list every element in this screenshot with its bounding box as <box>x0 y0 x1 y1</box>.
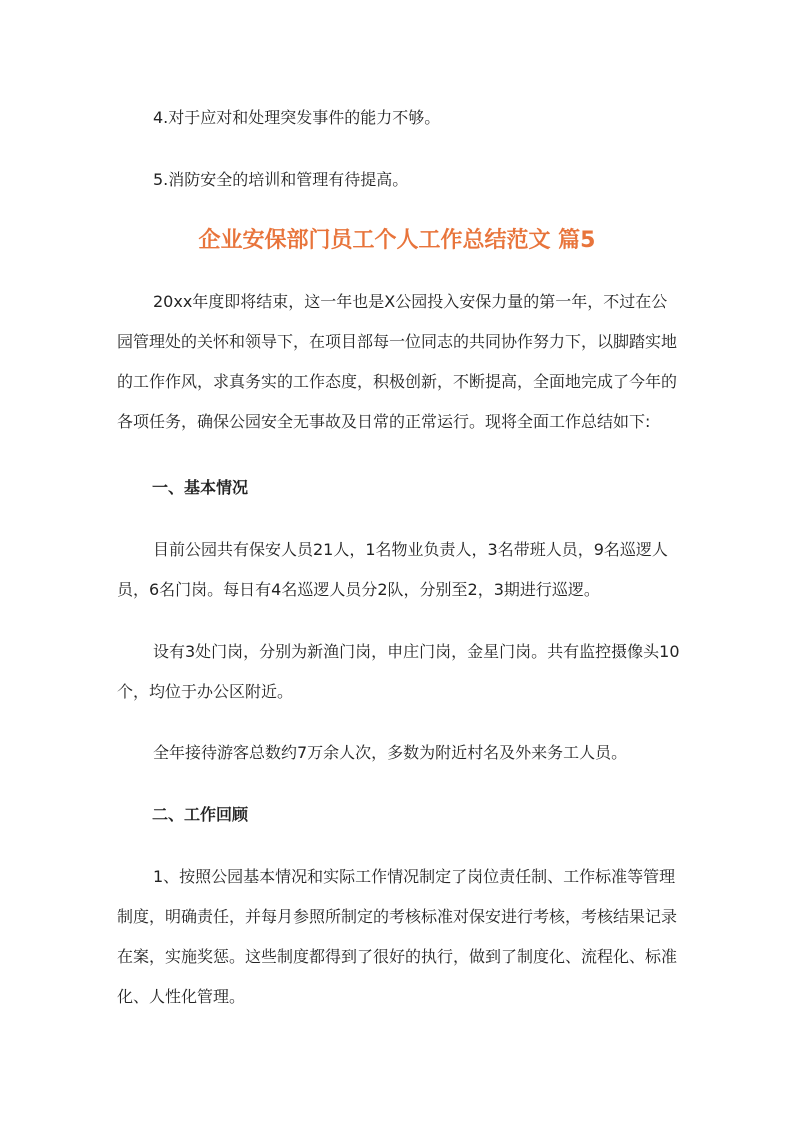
paragraph: 1、按照公园基本情况和实际工作情况制定了岗位责任制、工作标准等管理制度，明确责任，并每月参照所制定的考核标准对保安进行考核，考核结果记录在案，实施奖惩。这些制度都得到了很好的执行，做到了制度化、流程化、标准化、人性化管理。 <box>117 867 678 1006</box>
document-title: 企业安保部门员工个人工作总结范文 篇5 <box>198 228 596 253</box>
intro-paragraph: 20xx年度即将结束，这一年也是X公园投入安保力量的第一年，不过在公园管理处的关怀和领导下，在项目部每一位同志的共同协作努力下，以脚踏实地的工作作风，求真务实的工作态度，积极创新，不断提高，全面地完成了今年的各项任务，确保公园安全无事故及日常的正常运行。现将全面工作总结如下: <box>117 292 678 431</box>
paragraph: 设有3处门岗，分别为新渔门岗，申庄门岗，金星门岗。共有监控摄像头10个，均位于办公区附近。 <box>117 642 680 701</box>
list-item: 5.消防安全的培训和管理有待提高。 <box>153 170 409 189</box>
section-heading-basic-info: 一、基本情况 <box>152 478 249 497</box>
list-item: 4.对于应对和处理突发事件的能力不够。 <box>153 108 441 127</box>
paragraph: 全年接待游客总数约7万余人次，多数为附近村名及外来务工人员。 <box>153 743 628 762</box>
section-heading-work-review: 二、工作回顾 <box>152 805 249 824</box>
paragraph: 目前公园共有保安人员21人，1名物业负责人，3名带班人员，9名巡逻人员，6名门岗。每日有4名巡逻人员分2队，分别至2，3期进行巡逻。 <box>117 540 668 599</box>
